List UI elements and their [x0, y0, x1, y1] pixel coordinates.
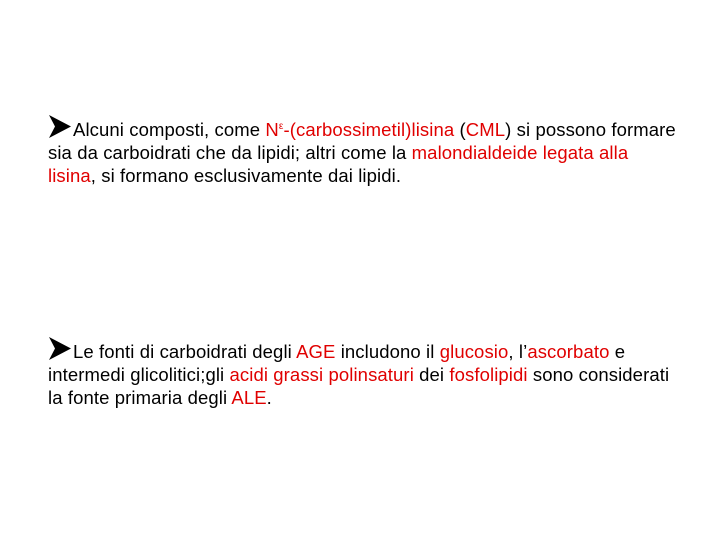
bullet-paragraph-2: [48, 336, 678, 409]
text-segment: , si formano esclusivamente dai lipidi.: [90, 165, 402, 186]
highlight-text: -(carbossimetil)lisina: [283, 119, 455, 140]
text-segment: includono il: [335, 341, 440, 362]
text-segment: ) si possono formare sia da carboidrati che da lipidi; altri come la: [48, 119, 676, 163]
text-segment: (: [454, 119, 466, 140]
arrowhead-bullet-icon: [48, 336, 72, 361]
highlight-text: malondialdeide legata alla lisina: [48, 142, 629, 186]
text-segment: dei: [413, 364, 450, 385]
text-segment: sono considerati la fonte primaria degli: [48, 364, 670, 408]
highlight-text: ascorbato: [527, 341, 610, 362]
text-segment: e intermedi glicolitici;gli: [48, 341, 626, 385]
bullet-paragraph-1: [48, 114, 678, 187]
highlight-text: glucosio: [439, 341, 509, 362]
superscript-epsilon: ε: [278, 121, 284, 132]
text-segment: .: [266, 387, 272, 408]
highlight-text: fosfolipidi: [449, 364, 528, 385]
text-segment: , l’: [508, 341, 528, 362]
highlight-text: AGE: [296, 341, 336, 362]
highlight-text: ALE: [231, 387, 267, 408]
highlight-text: CML: [465, 119, 506, 140]
text-segment: Alcuni composti, come: [73, 119, 266, 140]
arrowhead-bullet-icon: [48, 114, 72, 139]
text-segment: Le fonti di carboidrati degli: [73, 341, 297, 362]
highlight-text: acidi grassi polinsaturi: [229, 364, 414, 385]
highlight-text: N: [265, 119, 279, 140]
